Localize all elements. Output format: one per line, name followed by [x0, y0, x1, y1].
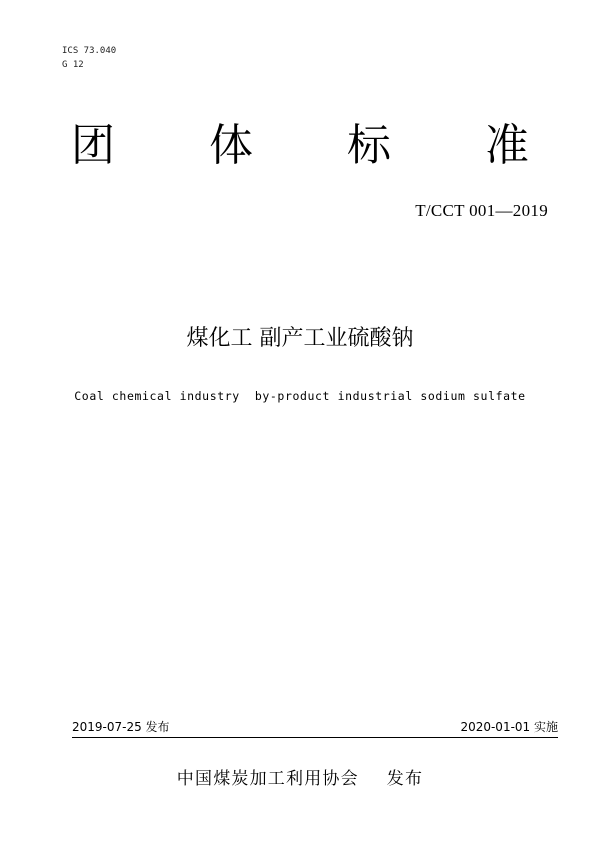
footer-divider [72, 737, 558, 738]
ics-code: ICS 73.040 [62, 46, 117, 56]
issue-date: 2019-07-25 发布 [72, 720, 170, 734]
publisher-action: 发布 [386, 769, 424, 789]
document-title-chinese: 煤化工 副产工业硫酸钠 [186, 326, 414, 351]
publisher-line [0, 764, 600, 789]
publisher-name: 中国煤炭加工利用协会 [176, 769, 359, 789]
classification-block [62, 44, 116, 72]
document-title-english: Coal chemical industry by-product industrial sodium sulfate [74, 389, 526, 403]
standard-number: T/CCT 001—2019 [415, 201, 548, 220]
dates-row [72, 718, 558, 736]
implementation-date: 2020-01-01 实施 [460, 720, 558, 734]
standard-type-heading: 团 体 标 准 [71, 120, 569, 171]
ccs-code: G 12 [62, 60, 84, 70]
header-divider [62, 233, 558, 234]
